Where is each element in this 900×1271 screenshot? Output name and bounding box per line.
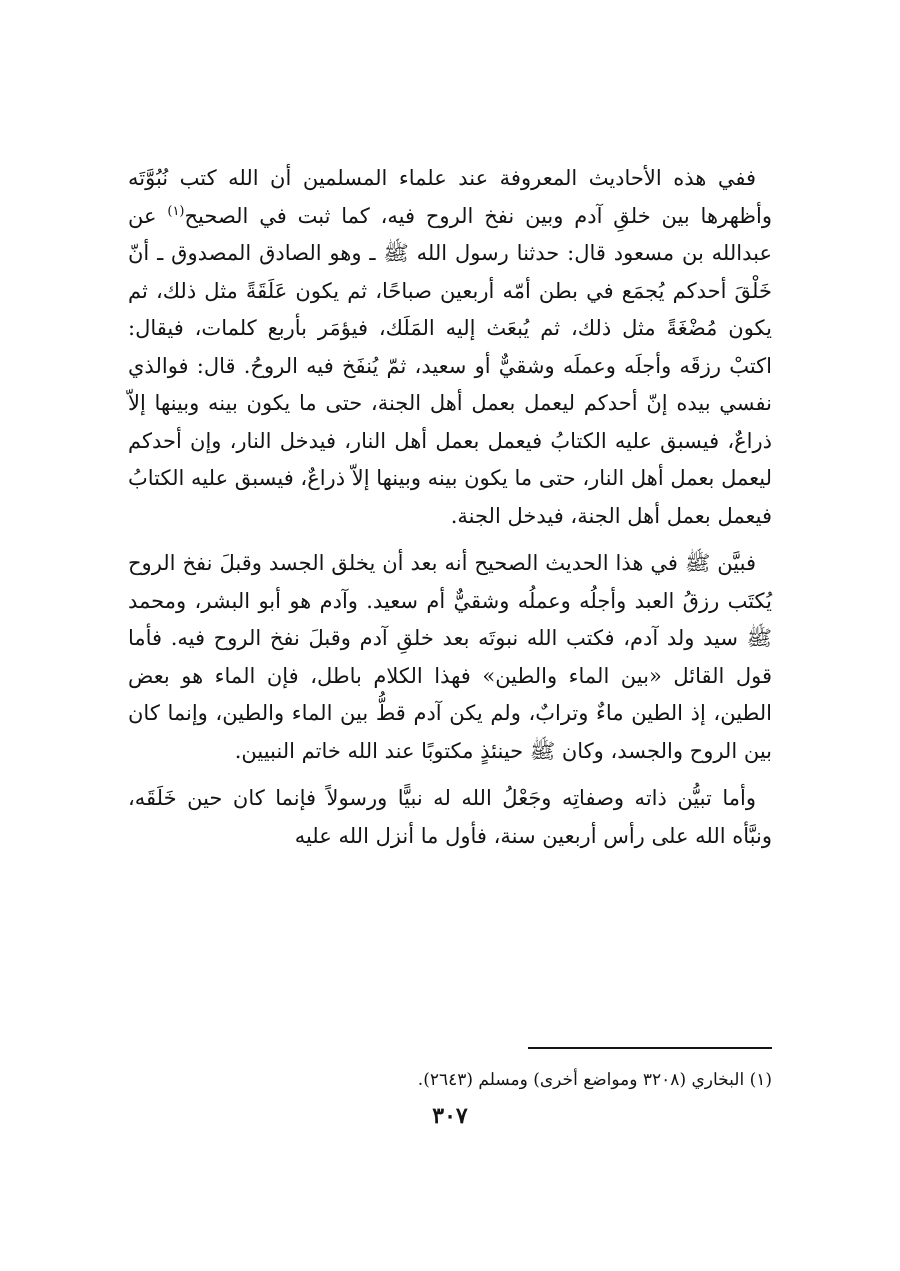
paragraph-1	[128, 160, 772, 535]
page-body	[128, 160, 772, 855]
paragraph-2: فبيَّن ﷺ في هذا الحديث الصحيح أنه بعد أن يخلق الجسد وقبلَ نفخ الروح يُكتَب رزقُ العبد وأجلُه وعملُه وشقيٌّ أم سعيد. وآدم هو أبو البشر، ومحمد ﷺ سيد ولد آدم، فكتب الله نبوتَه بعد خلقِ آدم وقبلَ نفخ الروح فيه. فأما قول القائل «بين الماء والطين» فهذا الكلام باطل، فإن الماء هو بعض الطين، إذ الطين ماءٌ وترابٌ، ولم يكن آدم قطُّ بين الماء والطين، وإنما كان بين الروح والجسد، وكان ﷺ حينئذٍ مكتوبًا عند الله خاتم النبيين.	[128, 551, 772, 763]
paragraph-1-text-start: ففي هذه الأحاديث المعروفة عند علماء المسلمين أن الله كتب نُبُوَّتَه وأظهرها بين خلقِ آدم وبين نفخ الروح فيه، كما ثبت في الصحيح	[128, 166, 772, 228]
paragraph-1-text-end: عن عبدالله بن مسعود قال: حدثنا رسول الله ﷺ ـ وهو الصادق المصدوق ـ أنّ خَلْقَ أحدكم يُجمَع في بطن أمّه أربعين صباحًا، ثم يكون عَلَقَةً مثل ذلك، ثم يكون مُضْغَةً مثل ذلك، ثم يُبعَث إليه المَلَك، فيؤمَر بأربع كلمات، فيقال: اكتبْ رزقَه وأجلَه وعملَه وشقيٌّ أو سعيد، ثمّ يُنفَخ فيه الروحُ. قال: فوالذي نفسي بيده إنّ أحدكم ليعمل بعمل أهل الجنة، حتى ما يكون بينه وبينها إلاّ ذراعٌ، فيسبق عليه الكتابُ فيعمل بعمل أهل النار، فيدخل النار، وإن أحدكم ليعمل بعمل أهل النار، حتى ما يكون بينه وبينها إلاّ ذراعٌ، فيسبق عليه الكتابُ فيعمل بعمل أهل الجنة، فيدخل الجنة.	[128, 203, 772, 528]
paragraph-3: وأما تبيُّن ذاته وصفاتِه وجَعْلُ الله له نبيًّا ورسولاً فإنما كان حين خَلَقَه، ونبَّأه الله على رأس أربعين سنة، فأول ما أنزل الله عليه	[128, 786, 772, 848]
footnote-divider	[528, 1047, 772, 1049]
footnote-reference[interactable]: (١)	[167, 203, 185, 219]
footnote-1: (١) البخاري (٣٢٠٨ ومواضع أخرى) ومسلم (٢٦٤٣).	[417, 1070, 772, 1090]
page-number: ٣٠٧	[432, 1103, 468, 1129]
